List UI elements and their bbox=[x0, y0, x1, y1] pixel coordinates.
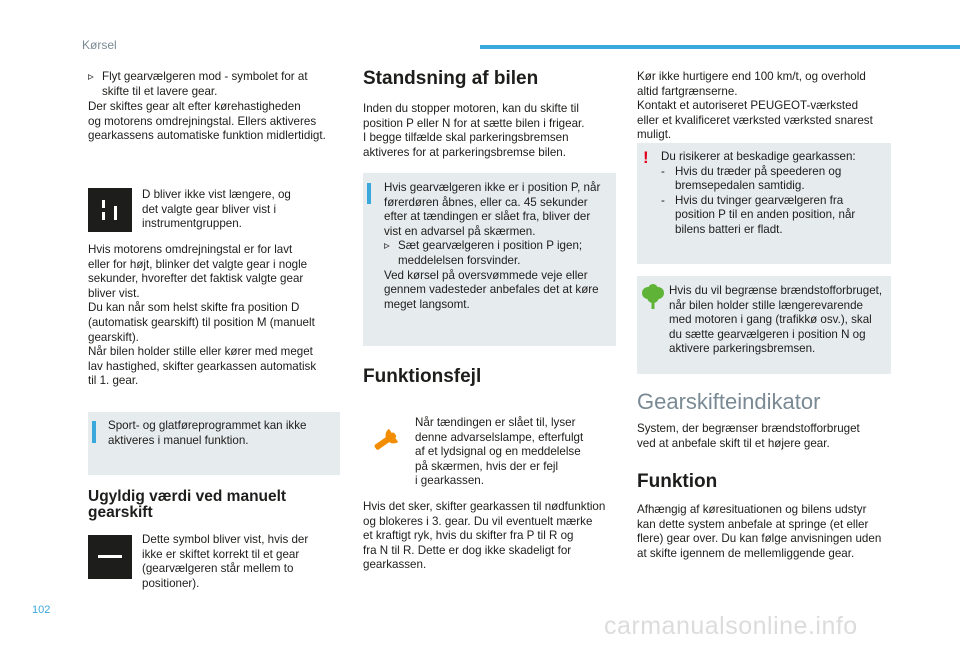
stop-paragraph: Inden du stopper motoren, kan du skifte til position P eller N for at sætte bilen i frigear. I begge tilfælde skal parkeringsbremsen aktiveres for at parkeringsbremse bilen. bbox=[363, 102, 585, 159]
watermark: carmanualsonline.info bbox=[604, 612, 858, 640]
warning-box: ! Du risikerer at beskadige gearkassen: - Hvis du træder på speederen og bremsepedalen samtidig. - Hvis du tvinger gearvælgeren fra position P til en anden position, når bilens batteri er fladt. bbox=[637, 143, 891, 264]
indicator-paragraph: System, der begrænser brændstofforbruget ved at anbefale skift til et højere gear. bbox=[637, 422, 860, 450]
fault-lamp-text: Når tændingen er slået til, lyser denne advarselslampe, efterfulgt af et lydsignal og en meddelelse på skærmen, hvis der er fejl i gearkassen. bbox=[415, 416, 584, 488]
arrow-bullet-icon: ▹ bbox=[384, 239, 390, 253]
wrench-icon bbox=[367, 420, 407, 460]
d-indicator-text: D bliver ikke vist længere, og det valgte gear bliver vist i instrumentgruppen. bbox=[142, 188, 291, 231]
gear-display-icon bbox=[88, 188, 132, 232]
heading-function: Funktion bbox=[637, 471, 718, 492]
info-box-sport: Sport- og glatføreprogrammet kan ikke aktiveres i manuel funktion. bbox=[88, 412, 340, 475]
info-icon bbox=[92, 421, 96, 443]
tree-icon bbox=[641, 284, 665, 310]
exclamation-icon: ! bbox=[643, 148, 649, 167]
heading-stop: Standsning af bilen bbox=[363, 68, 539, 89]
eco-box: Hvis du vil begrænse brændstofforbruget, når bilen holder stille længerevarende med motoren i gang (trafikkø osv.), skal du sætte gearvælgeren i position N og aktivere parkeringsbremsen. bbox=[637, 276, 891, 374]
body-paragraph: Hvis motorens omdrejningstal er for lavt eller for højt, blinker det valgte gear i nogle sekunder, hvorefter det faktisk valgte gear bliver vist. Du kan når som helst skifte fra position D (automatisk gearskift) til position M (manuelt gearskift). Når bilen holder stille eller kører med meget lav hastighed, skifter gearkassen automatisk til 1. gear. bbox=[88, 243, 317, 388]
section-label: Kørsel bbox=[82, 38, 117, 52]
header-rule bbox=[480, 45, 960, 49]
intro-paragraph: Der skiftes gear alt efter kørehastigheden og motorens omdrejningstal. Ellers aktiveres gearkassens automatiske funktion midlertidigt. bbox=[88, 100, 326, 143]
heading-indicator: Gearskifteindikator bbox=[637, 389, 821, 414]
heading-invalid-value: Ugyldig værdi ved manuelt gearskift bbox=[88, 488, 287, 521]
info-box-park: Hvis gearvælgeren ikke er i position P, når førerdøren åbnes, eller ca. 45 sekunder efter at tændingen er slået fra, bliver der vist en advarsel på skærmen. ▹ Sæt gearvælgeren i position P igen; meddelelsen forsvinder. Ved kørsel på oversvømmede veje eller gennem vadesteder anbefales det at køre meget langsomt. bbox=[363, 173, 616, 346]
invalid-gear-text: Dette symbol bliver vist, hvis der ikke er skiftet korrekt til et gear (gearvælgeren står mellem to positioner). bbox=[142, 533, 309, 590]
gear-down-bullet: ▹ Flyt gearvælgeren mod - symbolet for at skifte til et lavere gear. bbox=[88, 70, 308, 98]
page-number: 102 bbox=[32, 604, 51, 616]
invalid-gear-icon bbox=[88, 535, 132, 579]
info-icon bbox=[367, 183, 371, 204]
heading-fault: Funktionsfejl bbox=[363, 366, 482, 387]
speed-paragraph: Kør ikke hurtigere end 100 km/t, og overhold altid fartgrænserne. Kontakt et autoriseret PEUGEOT-værksted eller et kvalificeret værksted værksted snarest muligt. bbox=[637, 70, 873, 142]
arrow-bullet-icon: ▹ bbox=[88, 70, 94, 83]
fault-paragraph: Hvis det sker, skifter gearkassen til nødfunktion og blokeres i 3. gear. Du vil eventuelt mærke et kraftigt ryk, hvis du skifter fra P til R og fra N til R. Dette er dog ikke skadeligt for gearkassen. bbox=[363, 500, 606, 572]
function-paragraph: Afhængig af køresituationen og bilens udstyr kan dette system anbefale at springe (et eller flere) gear over. Du kan følge anvisningen uden at skifte igennem de mellemliggende gear. bbox=[637, 503, 882, 560]
